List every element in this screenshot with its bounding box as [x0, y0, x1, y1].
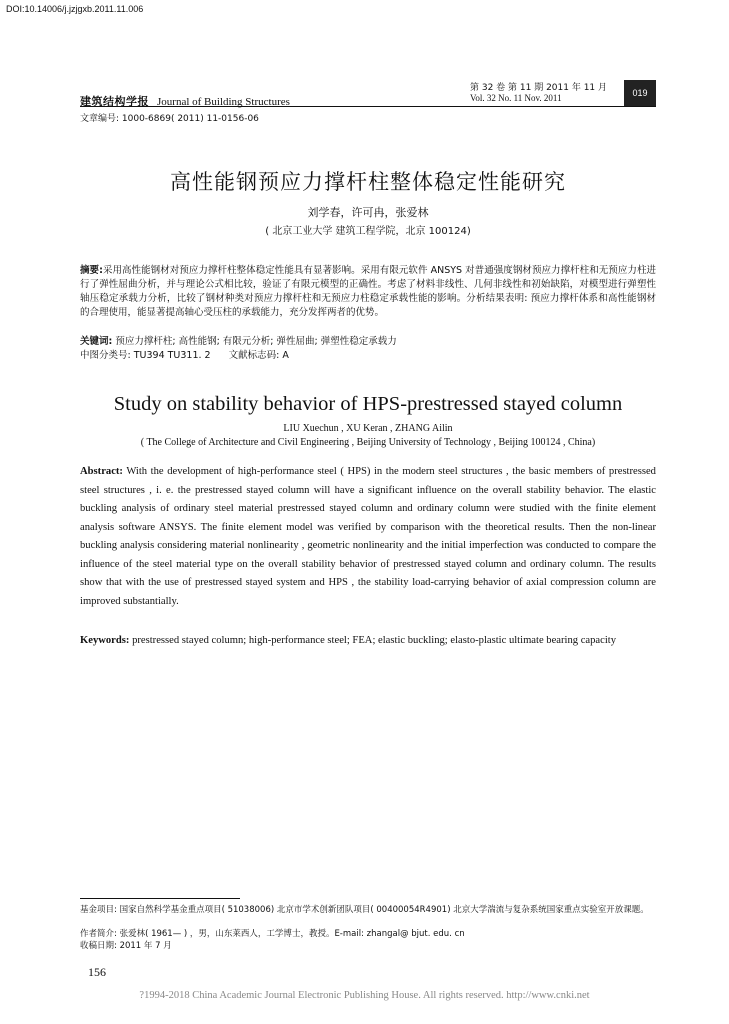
issue-info-en: Vol. 32 No. 11 Nov. 2011 — [470, 93, 562, 103]
journal-name-en: Journal of Building Structures — [157, 96, 290, 108]
footnote-rule — [80, 898, 240, 899]
abstract-en-text: With the development of high-performance steel ( HPS) in the modern steel structures , the basic members of prestressed steel structures , i. e. the prestressed stayed column will have a significant influence on the overall stability behavior. The elastic buckling analysis of ordinary steel material prestressed stayed column and ordinary column were studied with the finite element analysis software ANSYS. The finite element model was verified by comparison with the theoretical results. Then the non-linear buckling analysis considering material nonlinearity , geometric nonlinearity and the initial imperfection was conducted to compare the influence of the steel material type on the overall stability behavior of prestressed stayed column and ordinary column. The results show that with the use of prestressed stayed system and HPS , the stability load-carrying behavior of axial compression column are improved substantially. — [80, 466, 656, 607]
footnote-author: 作者简介: 张爱林( 1961— ) ，男，山东莱西人，工学博士，教授。E-mail: zhangal@ bjut. edu. cn — [80, 929, 465, 939]
journal-name-cn: 建筑结构学报 — [80, 95, 149, 108]
abstract-en-label: Abstract: — [80, 466, 123, 477]
affiliation-cn: ( 北京工业大学 建筑工程学院，北京 100124) — [265, 226, 471, 237]
authors-en: LIU Xuechun , XU Keran , ZHANG Ailin — [283, 423, 453, 434]
title-cn: 高性能钢预应力撑杆柱整体稳定性能研究 — [170, 170, 566, 194]
clc-number: 中图分类号: TU394 TU311. 2 — [80, 350, 211, 361]
page-number: 156 — [88, 965, 106, 979]
title-en: Study on stability behavior of HPS-prestressed stayed column — [113, 393, 623, 415]
keywords-en — [80, 632, 656, 651]
authors-cn: 刘学春，许可冉，张爱林 — [307, 206, 429, 219]
header-rule — [80, 106, 656, 107]
abstract-cn-label: 摘要: — [80, 265, 103, 276]
keywords-cn-label: 关键词: — [80, 336, 113, 347]
abstract-en — [80, 463, 656, 611]
keywords-en-label: Keywords: — [80, 635, 130, 646]
abstract-cn — [80, 264, 656, 320]
keywords-en-text: prestressed stayed column; high-performance steel; FEA; elastic buckling; elasto-plastic ultimate bearing capacity — [132, 635, 617, 646]
footnote-fund: 基金项目: 国家自然科学基金重点项目( 51038006) 北京市学术创新团队项目( 00400054R4901) 北京大学湍流与复杂系统国家重点实验室开放课题。 — [80, 905, 649, 915]
footnote-received: 收稿日期: 2011 年 7 月 — [80, 941, 172, 951]
article-number: 文章编号: 1000-6869( 2011) 11-0156-06 — [80, 114, 259, 124]
affiliation-en: ( The College of Architecture and Civil Engineering , Beijing University of Technology , Beijing 100124 , China) — [140, 437, 596, 448]
keywords-cn-text: 预应力撑杆柱; 高性能钢; 有限元分析; 弹性屈曲; 弹塑性稳定承载力 — [115, 336, 397, 347]
copyright-line: ?1994-2018 China Academic Journal Electronic Publishing House. All rights reserved. http://www.cnki.net — [139, 990, 590, 1001]
document-code: 文献标志码: A — [228, 350, 289, 361]
keywords-cn — [80, 333, 656, 347]
page-code-badge: 019 — [624, 80, 656, 106]
issue-info-cn: 第 32 卷 第 11 期 2011 年 11 月 — [470, 83, 608, 93]
abstract-cn-text: 采用高性能钢材对预应力撑杆柱整体稳定性能具有显著影响。采用有限元软件 ANSYS 对普通强度钢材预应力撑杆柱和无预应力柱进行了弹性屈曲分析，并与理论公式相比较，验证了有限元模型的正确性。考虑了材料非线性、几何非线性和初始缺陷，对模型进行弹塑性轴压稳定承载力分析，比较了钢材种类对预应力撑杆柱和无预应力柱稳定承载性能的影响。分析结果表明: 预应力撑杆体系和高性能钢材的合理使用，能显著提高轴心受压柱的承载能力，充分发挥两者的优势。 — [80, 265, 656, 318]
doi-line: DOI:10.14006/j.jzjgxb.2011.11.006 — [6, 4, 144, 14]
classification-line — [80, 347, 656, 361]
